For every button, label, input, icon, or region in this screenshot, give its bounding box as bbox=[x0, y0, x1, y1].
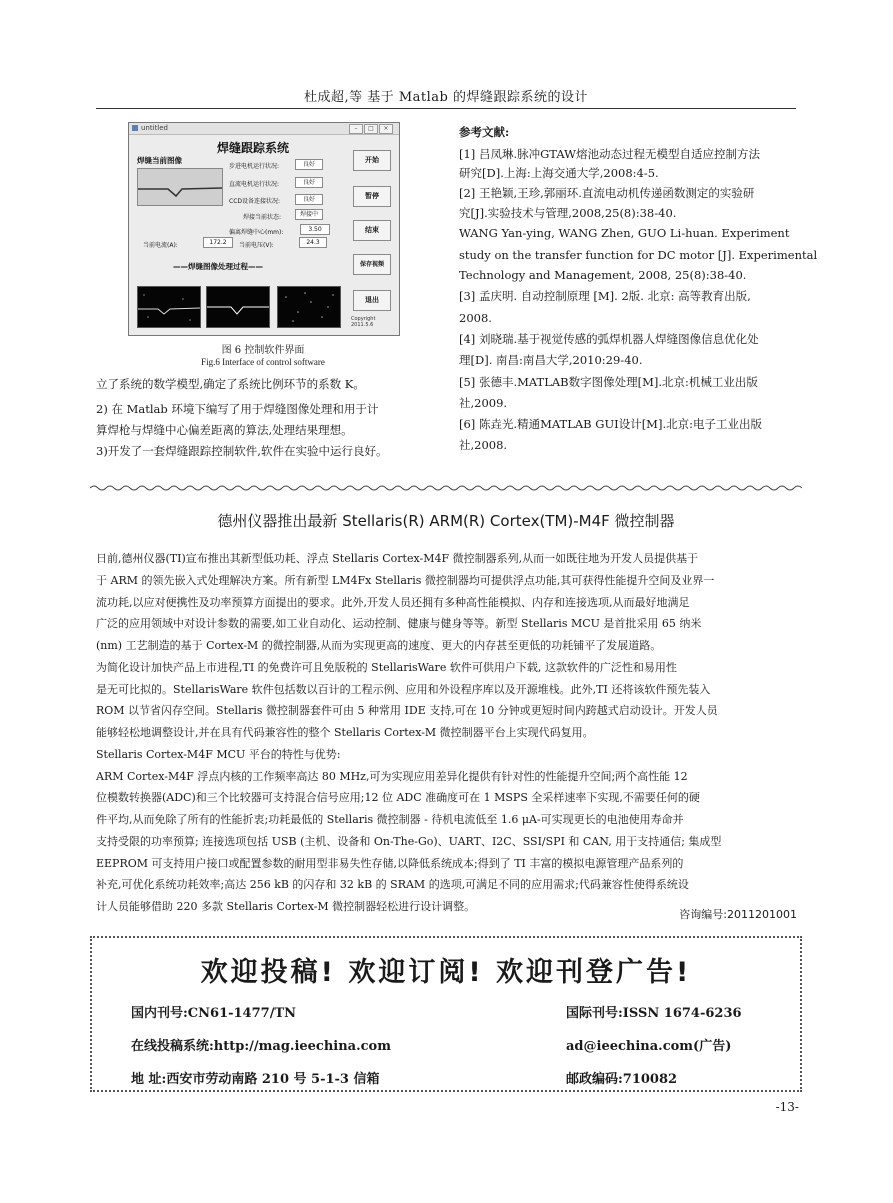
conclusion-line-3: 算焊枪与焊缝中心偏差距离的算法,处理结果理想。 bbox=[96, 423, 353, 437]
weld-status-value: 焊接中 bbox=[295, 209, 323, 220]
figure-caption-cn: 图 6 控制软件界面 bbox=[221, 345, 305, 356]
current-label: 当前电流(A): bbox=[143, 242, 178, 249]
header-rule bbox=[96, 108, 796, 109]
news-line: 日前,德州仪器(TI)宣布推出其新型低功耗、浮点 Stellaris Cortex-M4F 微控制器系列,从而一如既往地为开发人员提供基于 bbox=[96, 552, 699, 565]
end-button[interactable]: 结束 bbox=[353, 220, 391, 241]
news-line: 计人员能够借助 220 多款 Stellaris Cortex-M 微控制器轻松进行设计调整。 bbox=[96, 900, 476, 913]
reference-line: [3] 孟庆明. 自动控制原理 [M]. 2版. 北京: 高等教育出版, bbox=[459, 289, 751, 303]
domestic-issn: 国内刊号:CN61-1477/TN bbox=[131, 1006, 297, 1021]
step-motor-status: 良好 bbox=[295, 159, 323, 170]
software-interface-figure bbox=[128, 122, 400, 336]
conclusion-line-2: 2) 在 Matlab 环境下编写了用于焊缝图像处理和用于计 bbox=[96, 402, 379, 416]
minimize-icon[interactable]: – bbox=[349, 124, 363, 134]
news-line: 流功耗,以应对便携性及功率预算方面提出的要求。此外,开发人员还拥有多种高性能模拟、内存和连接选项,从而最好地满足 bbox=[96, 595, 690, 609]
news-line: EEPROM 可支持用户接口或配置参数的耐用型非易失性存储,以降低系统成本;得到了 TI 丰富的模拟电源管理产品系列的 bbox=[96, 856, 684, 870]
close-icon[interactable]: × bbox=[379, 124, 393, 134]
news-line: 件平均,从而免除了所有的性能折衷;功耗最低的 Stellaris 微控制器 - 待机电流低至 1.6 μA-可实现更长的电池使用寿命并 bbox=[96, 813, 684, 826]
reference-line: 研究[D].上海:上海交通大学,2008:4-5. bbox=[459, 166, 659, 180]
mailing-address: 地 址:西安市劳动南路 210 号 5-1-3 信箱 bbox=[131, 1072, 380, 1087]
reference-line: [5] 张德丰.MATLAB数字图像处理[M].北京:机械工业出版 bbox=[459, 375, 758, 389]
news-line: 为简化设计加快产品上市进程,TI 的免费许可且免版税的 StellarisWare 软件可供用户下载, 这款软件的广泛性和易用性 bbox=[96, 660, 677, 674]
window-titlebar bbox=[129, 123, 399, 135]
maximize-icon[interactable]: □ bbox=[364, 124, 378, 134]
voltage-field[interactable]: 24.3 bbox=[299, 237, 327, 248]
news-line: 广泛的应用领域中对设计参数的需要,如工业自动化、运动控制、健康与健身等等。新型 Stellaris MCU 是首批采用 65 纳米 bbox=[96, 617, 702, 631]
international-issn: 国际刊号:ISSN 1674-6236 bbox=[566, 1006, 742, 1021]
running-header: 杜成超,等 基于 Matlab 的焊缝跟踪系统的设计 bbox=[303, 90, 589, 105]
processing-image-2 bbox=[206, 286, 270, 328]
current-image-label: 焊缝当前图像 bbox=[137, 156, 182, 165]
news-line: ARM Cortex-M4F 浮点内核的工作频率高达 80 MHz,可为实现应用差异化提供有针对性的性能提升空间;两个高性能 12 bbox=[96, 769, 688, 783]
ad-email[interactable]: ad@ieechina.com(广告) bbox=[566, 1039, 732, 1054]
news-line: 于 ARM 的领先嵌入式处理解决方案。所有新型 LM4Fx Stellaris 微控制器均可提供浮点功能,其可获得性能提升空间及业界一 bbox=[96, 573, 715, 587]
app-title: 焊缝跟踪系统 bbox=[217, 141, 290, 155]
ccd-status: 良好 bbox=[295, 194, 323, 205]
processing-image-1 bbox=[137, 286, 201, 328]
pause-button[interactable]: 暂停 bbox=[353, 186, 391, 207]
reference-line: 2008. bbox=[459, 311, 492, 325]
reference-line: study on the transfer function for DC motor [J]. Experimental bbox=[459, 248, 818, 262]
reference-line: WANG Yan-ying, WANG Zhen, GUO Li-huan. Experiment bbox=[459, 226, 790, 240]
start-button[interactable]: 开始 bbox=[353, 150, 391, 171]
reference-line: [1] 吕凤琳.脉冲GTAW熔池动态过程无模型自适应控制方法 bbox=[459, 147, 760, 161]
reference-line: [4] 刘晓瑞.基于视觉传感的弧焊机器人焊缝图像信息优化处 bbox=[459, 332, 759, 346]
current-field[interactable]: 172.2 bbox=[203, 237, 233, 248]
news-line: ROM 以节省闪存空间。Stellaris 微控制器套件可由 5 种常用 IDE 支持,可在 10 分钟或更短时间内跨越式启动设计。开发人员 bbox=[96, 704, 718, 718]
reference-line: 究[J].实验技术与管理,2008,25(8):38-40. bbox=[459, 206, 677, 220]
news-line: 是无可比拟的。StellarisWare 软件包括数以百计的工程示例、应用和外设程序库以及开源堆栈。此外,TI 还将该软件预先装入 bbox=[96, 682, 711, 696]
news-line: 补充,可优化系统功耗效率;高达 256 kB 的闪存和 32 kB 的 SRAM 的选项,可满足不同的应用需求;代码兼容性使得系统设 bbox=[96, 878, 689, 892]
matlab-window-icon bbox=[132, 125, 138, 131]
weld-current-image bbox=[137, 168, 223, 206]
save-video-button[interactable]: 保存视频 bbox=[353, 254, 391, 275]
offset-field[interactable]: 3.50 bbox=[300, 224, 330, 235]
reference-line: Technology and Management, 2008, 25(8):38-40. bbox=[459, 268, 747, 282]
news-line: 位模数转换器(ADC)和三个比较器可支持混合信号应用;12 位 ADC 准确度可在 1 MSPS 全采样速率下实现,不需要任何的硬 bbox=[96, 791, 700, 805]
news-line: 能够轻松地调整设计,并在具有代码兼容性的整个 Stellaris Cortex-M 微控制器平台上实现代码复用。 bbox=[96, 726, 594, 739]
ccd-label: CCD设备连接状况: bbox=[229, 198, 281, 205]
ad-slogan: 欢迎投稿! 欢迎订阅! 欢迎刊登广告! bbox=[200, 957, 692, 988]
exit-button[interactable]: 退出 bbox=[353, 290, 391, 311]
page-number: -13- bbox=[775, 1100, 799, 1114]
consult-number: 咨询编号:2011201001 bbox=[679, 908, 797, 921]
postal-code: 邮政编码:710082 bbox=[566, 1072, 678, 1087]
news-line: Stellaris Cortex-M4F MCU 平台的特性与优势: bbox=[96, 747, 341, 761]
conclusion-line-1: 立了系统的数学模型,确定了系统比例环节的系数 K。 bbox=[96, 377, 365, 391]
voltage-label: 当前电压(V): bbox=[239, 242, 274, 249]
news-line: (nm) 工艺制造的基于 Cortex-M 的微控制器,从而为实现更高的速度、更大的内存甚至更低的功耗铺平了发展道路。 bbox=[96, 639, 662, 652]
window-title: untitled bbox=[141, 124, 169, 132]
reference-line: 社,2009. bbox=[459, 396, 508, 410]
reference-line: [2] 王艳颖,王珍,郭丽环.直流电动机传递函数测定的实验研 bbox=[459, 186, 755, 200]
processing-image-3 bbox=[277, 286, 341, 328]
wavy-separator bbox=[90, 484, 802, 492]
reference-line: [6] 陈垚光.精通MATLAB GUI设计[M].北京:电子工业出版 bbox=[459, 417, 762, 431]
online-submission[interactable]: 在线投稿系统:http://mag.ieechina.com bbox=[131, 1039, 391, 1054]
references-title: 参考文献: bbox=[459, 125, 510, 139]
process-label: ——焊缝图像处理过程—— bbox=[173, 262, 263, 271]
conclusion-line-4: 3)开发了一套焊缝跟踪控制软件,软件在实验中运行良好。 bbox=[96, 444, 388, 458]
news-line: 支持受限的功率预算; 连接选项包括 USB (主机、设备和 On-The-Go)、UART、I2C、SSI/SPI 和 CAN, 用于支持通信; 集成型 bbox=[96, 834, 722, 848]
reference-line: 理[D]. 南昌:南昌大学,2010:29-40. bbox=[459, 353, 643, 367]
reference-line: 社,2008. bbox=[459, 438, 508, 452]
copyright-label: Copyright 2011.5.6 bbox=[351, 316, 376, 328]
figure-caption-en: Fig.6 Interface of control software bbox=[201, 357, 325, 367]
step-motor-label: 步进电机运行状况: bbox=[229, 163, 280, 170]
weld-status-label: 焊接当前状态: bbox=[243, 214, 282, 221]
dc-motor-status: 良好 bbox=[295, 177, 323, 188]
news-title: 德州仪器推出最新 Stellaris(R) ARM(R) Cortex(TM)-M4F 微控制器 bbox=[217, 512, 675, 530]
dc-motor-label: 直流电机运行状况: bbox=[229, 181, 280, 188]
offset-label: 偏离焊缝中心(mm): bbox=[229, 229, 284, 236]
